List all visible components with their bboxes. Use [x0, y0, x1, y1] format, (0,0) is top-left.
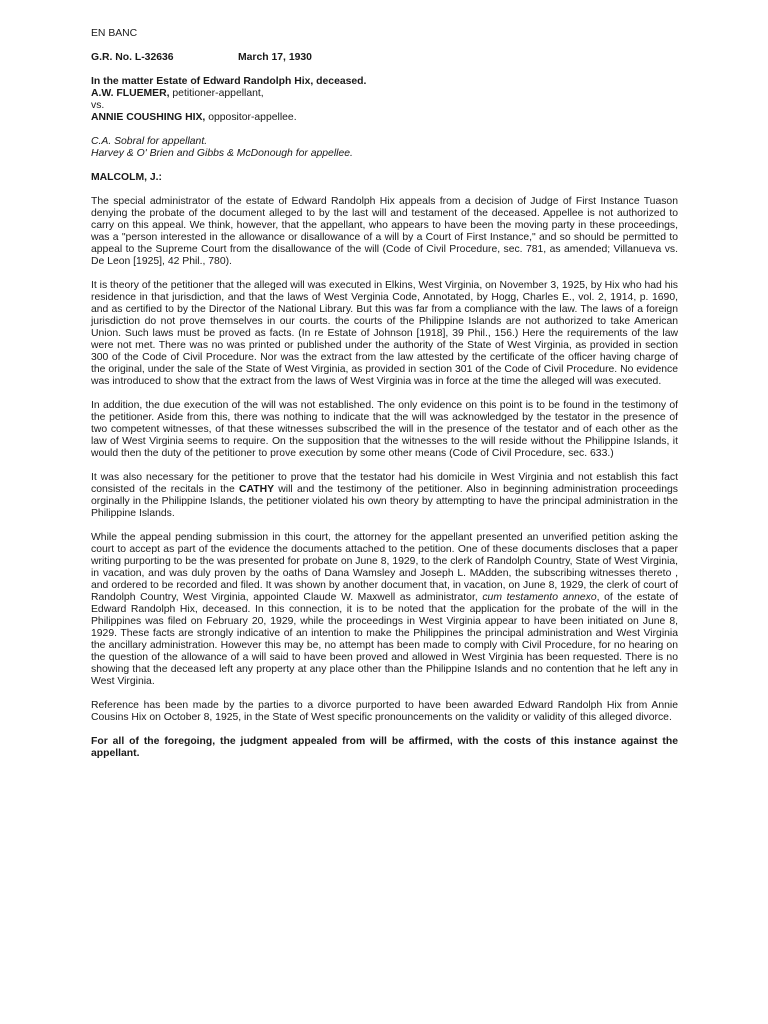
final-ruling: For all of the foregoing, the judgment appealed from will be affirmed, with the costs of this instance against the appellant. — [91, 736, 678, 759]
paragraph-5-latin-term: cum testamento annexo — [482, 592, 597, 603]
paragraph-5-text-a: While the appeal pending submission in this court, the attorney for the appellant presented an unverified petition asking the court to accept as part of the evidence the documents attached to the petition. One of these documents discloses that a paper writing purporting to be the was presented for probate on June 8, 1929, to the clerk of Randolph Country, State of West Virginia, in vacation, and was duly proven by the oaths of Dana Wamsley and Joseph L. MAdden, the subscribing witnesses thereto , and ordered to be recorded and filed. It was shown by another document that, in vacation, on June 8, 1929, the clerk of court of Randolph Country, West Virginia, appointed Claude W. Maxwell as administrator, — [91, 532, 678, 603]
oppositor-role: oppositor-appellee. — [205, 112, 297, 123]
paragraph-4-text-a: It was also necessary for the petitioner to prove that the testator had his domicile in West Virginia and not establish this fact consisted of the recitals in the — [91, 472, 678, 495]
petitioner-role: petitioner-appellant, — [169, 88, 264, 99]
case-number-line — [91, 52, 678, 64]
division-label: EN BANC — [91, 28, 138, 39]
decision-date: March 17, 1930 — [238, 52, 312, 63]
ponente: MALCOLM, J.: — [91, 172, 162, 183]
oppositor-line — [91, 112, 678, 124]
petitioner-name: A.W. FLUEMER, — [91, 88, 170, 99]
versus: vs. — [91, 100, 105, 111]
paragraph-4-bold-term: CATHY — [238, 484, 275, 495]
paragraph-2: It is theory of the petitioner that the alleged will was executed in Elkins, West Virginia, on November 3, 1925, by Hix who had his residence in that jurisdiction, and that the laws of West Verginia Code, Annotated, by Hogg, Charles E., vol. 2, 1914, p. 1690, and as certified to by the Director of the National Library. But this was far from a compliance with the law. The laws of a foreign jurisdiction do not prove themselves in our courts. the courts of the Philippine Islands are not authorized to take American Union. Such laws must be proved as facts. (In re Estate of Johnson [1918], 39 Phil., 156.) Here the requirements of the law were not met. There was no was printed or published under the authority of the State of West Virginia, as provided in section 300 of the Code of Civil Procedure. Nor was the extract from the law attested by the certificate of the officer having charge of the original, under the sale of the State of West Virginia, as provided in section 301 of the Code of Civil Procedure. No evidence was introduced to show that the extract from the laws of West Virginia was in force at the time the alleged will was executed. — [91, 280, 678, 387]
paragraph-5-text-b: , of the estate of Edward Randolph Hix, deceased. In this connection, it is to be noted that the application for the probate of the will in the Philippines was filed on February 20, 1929, while the proceedings in West Virginia appear to have been initiated on June 8, 1929. These facts are strongly indicative of an intention to make the Philippines the principal administration and West Virginia the ancillary administration. However this may be, no attempt has been made to comply with Civil Procedure, for no hearing on the question of the allowance of a will said to have been proved and allowed in West Virginia has been requested. There is no showing that the deceased left any property at any place other than the Philippine Islands and no contention that he left any in West Virginia. — [91, 592, 679, 687]
counsel-appellant: C.A. Sobral for appellant. — [91, 136, 208, 147]
gr-number: G.R. No. L-32636 — [91, 52, 174, 63]
paragraph-5 — [91, 532, 678, 688]
paragraph-3: In addition, the due execution of the will was not established. The only evidence on this point is to be found in the testimony of the petitioner. Aside from this, there was nothing to indicate that the will was acknowledged by the testator in the presence of two competent witnesses, of that these witnesses subscribed the will in the presence of the testator and of each other as the law of West Virginia seems to require. On the supposition that the witnesses to the will reside without the Philippine Islands, it would then the duty of the petitioner to prove execution by some other means (Code of Civil Procedure, sec. 633.) — [91, 400, 678, 459]
paragraph-1: The special administrator of the estate of Edward Randolph Hix appeals from a decision of Judge of First Instance Tuason denying the probate of the document alleged to by the last will and testament of the deceased. Appellee is not authorized to carry on this appeal. We think, however, that the appellant, who appears to have been the moving party in these proceedings, was a "person interested in the allowance or disallowance of a will by a Court of First Instance," and so should be permitted to appeal to the Supreme Court from the disallowance of the will (Code of Civil Procedure, sec. 781, as amended; Villanueva vs. De Leon [1925], 42 Phil., 780). — [91, 196, 678, 267]
paragraph-4 — [91, 472, 678, 520]
case-matter: In the matter Estate of Edward Randolph Hix, deceased. — [91, 76, 367, 87]
paragraph-4-text-b: will and the testimony of the petitioner. Also in beginning administration proceedings orginally in the Philippine Islands, the petitioner violated his own theory by attempting to have the principal administration in the Philippine Islands. — [91, 484, 678, 519]
paragraph-6: Reference has been made by the parties to a divorce purported to have been awarded Edward Randolph Hix from Annie Cousins Hix on October 8, 1925, in the State of West specific pronouncements on the validity or validity of this alleged divorce. — [91, 700, 678, 723]
oppositor-name: ANNIE COUSHING HIX, — [91, 112, 206, 123]
petitioner-line — [91, 88, 678, 100]
counsel-appellee: Harvey & O' Brien and Gibbs & McDonough for appellee. — [91, 148, 353, 159]
